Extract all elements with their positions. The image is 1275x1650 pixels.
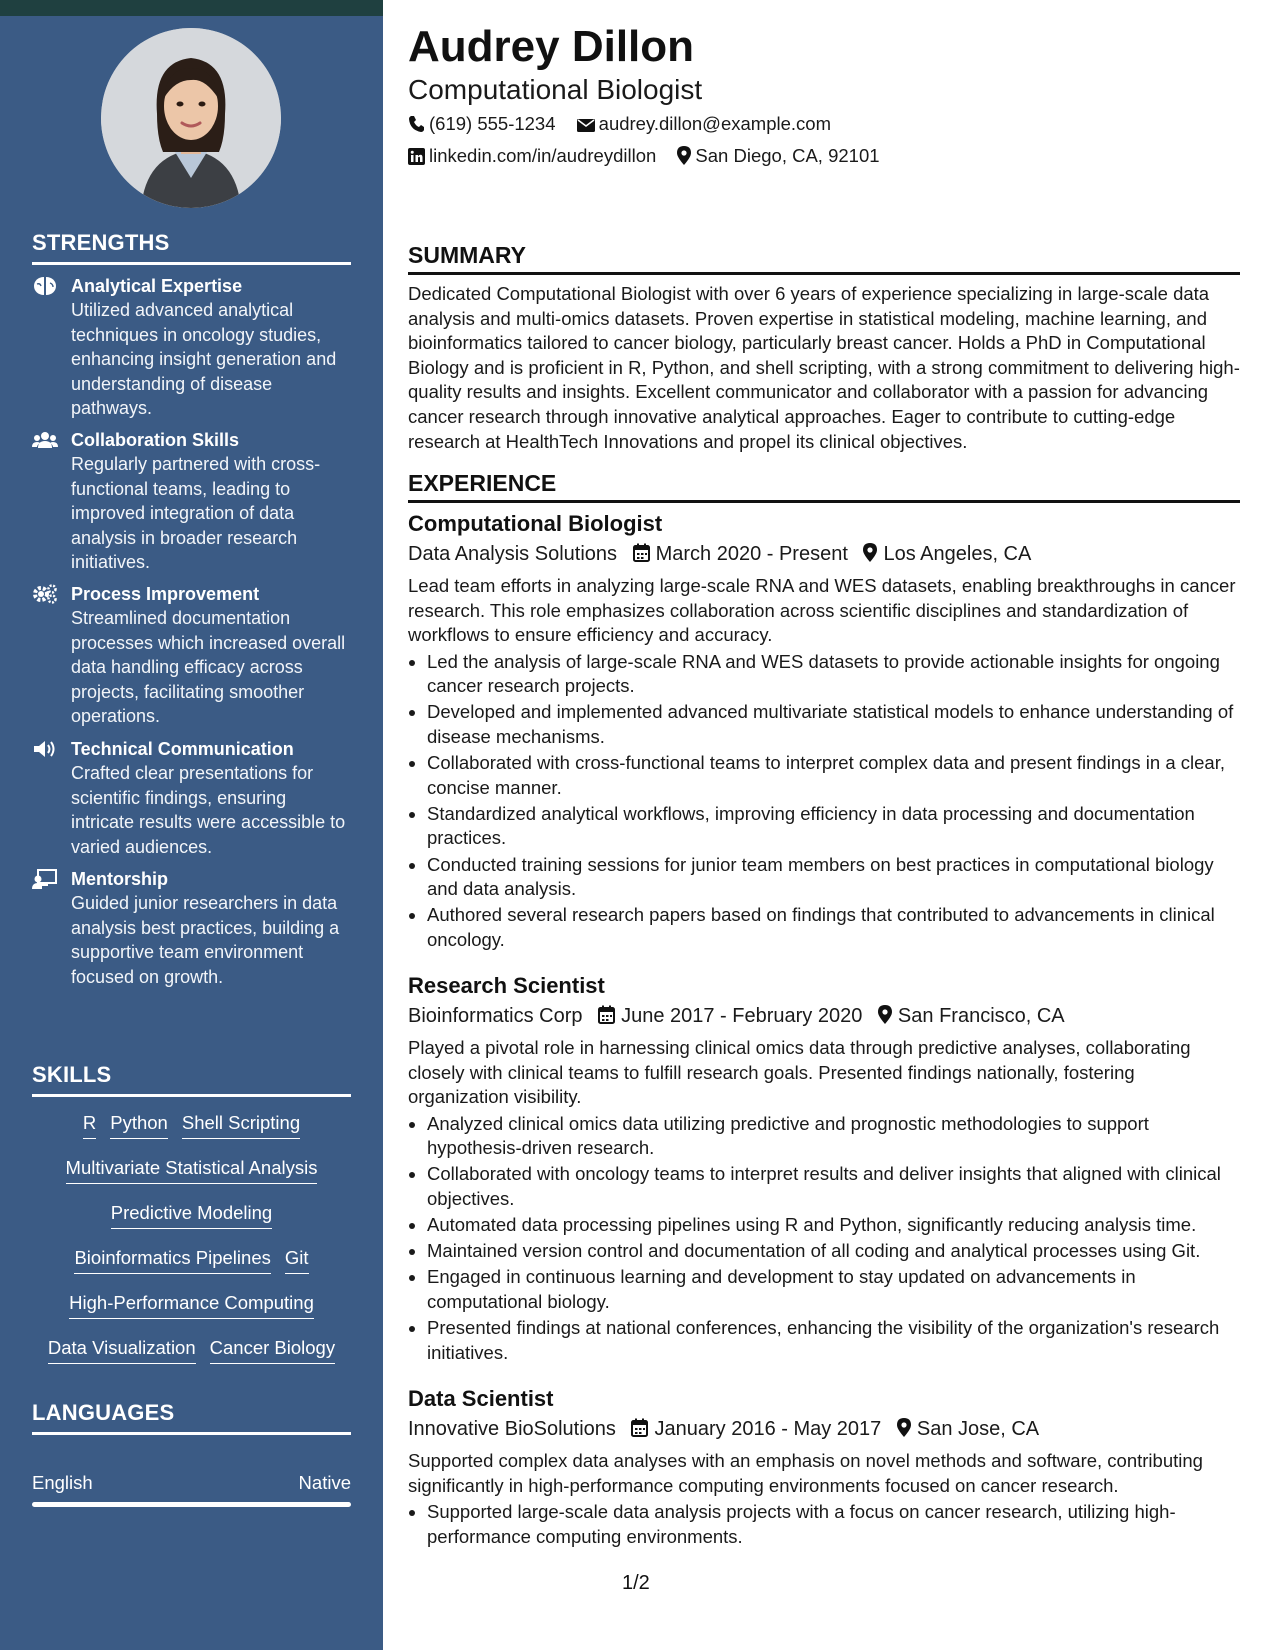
top-accent-bar (0, 0, 383, 16)
phone-icon (408, 115, 425, 133)
job-description: Supported complex data analyses with an emphasis on novel methods and software, contributing significantly in high-performance computing environments focused on cancer research. (408, 1450, 1203, 1496)
map-marker-icon (897, 1418, 911, 1437)
job-meta (408, 1001, 1240, 1031)
strength-title: Technical Communication (71, 739, 294, 759)
skills-list (32, 1110, 351, 1380)
job-location-text: San Jose, CA (916, 1418, 1040, 1440)
job-bullet: • Analyzed clinical omics data utilizing predictive and prognostic methodologies to support hypothesis-driven research. (427, 1112, 1240, 1161)
strength-item (32, 274, 352, 421)
strengths-heading: STRENGTHS (32, 230, 351, 265)
job-location (878, 1001, 1065, 1031)
skill-tag: Git (285, 1245, 309, 1274)
job-dates-text: January 2016 - May 2017 (654, 1418, 882, 1440)
strength-title: Process Improvement (71, 584, 260, 604)
job-bullet: • Supported large-scale data analysis projects with a focus on cancer research, utilizing high-performance computing environments. (427, 1500, 1240, 1549)
job-company: Bioinformatics Corp (408, 1005, 583, 1027)
job-location (897, 1414, 1039, 1444)
profile-photo (101, 28, 281, 208)
job-entry (408, 1384, 1240, 1551)
linkedin-icon (408, 148, 425, 165)
skill-row (32, 1200, 351, 1245)
job-bullet: • Conducted training sessions for junior team members on best practices in computational biology and data analysis. (427, 853, 1240, 902)
language-name: English (32, 1472, 93, 1493)
map-marker-icon (878, 1005, 892, 1024)
job-location-text: Los Angeles, CA (883, 543, 1032, 565)
skill-row (32, 1245, 351, 1290)
skill-tag: Data Visualization (48, 1335, 196, 1364)
users-icon (32, 429, 58, 451)
skill-row (32, 1335, 351, 1380)
job-bullets (408, 1112, 1240, 1365)
job-bullet: • Maintained version control and documentation of all coding and analytical processes using Git. (427, 1239, 1240, 1264)
location-text: San Diego, CA, 92101 (695, 145, 880, 166)
strength-title: Mentorship (71, 869, 168, 889)
skill-row (32, 1110, 351, 1155)
strength-description: Streamlined documentation processes which increased overall data handling efficacy across projects, facilitating smoother operations. (71, 608, 346, 726)
job-location (863, 539, 1031, 569)
strength-description: Regularly partnered with cross-functional teams, leading to improved integration of data analysis in broader research initiatives. (71, 454, 321, 572)
job-company: Data Analysis Solutions (408, 543, 618, 565)
job-dates-text: June 2017 - February 2020 (621, 1005, 863, 1027)
profile-photo-illustration (101, 28, 281, 208)
job-meta (408, 539, 1240, 569)
job-dates (633, 539, 848, 569)
language-level: Native (298, 1472, 351, 1493)
strength-item (32, 428, 352, 575)
strength-item (32, 737, 352, 859)
map-marker-icon (863, 543, 877, 562)
job-title: Research Scientist (408, 973, 605, 998)
job-company: Innovative BioSolutions (408, 1418, 616, 1440)
strength-item (32, 867, 352, 989)
skill-tag: Multivariate Statistical Analysis (66, 1155, 318, 1184)
experience-heading: EXPERIENCE (408, 470, 1240, 503)
job-dates (631, 1414, 881, 1444)
job-bullet: • Engaged in continuous learning and development to stay updated on advancements in computational biology. (427, 1265, 1240, 1314)
skill-tag: R (83, 1110, 96, 1139)
linkedin-text: linkedin.com/in/audreydillon (429, 145, 657, 166)
job-bullets (408, 650, 1240, 953)
language-proficiency-bar (32, 1502, 351, 1507)
strength-description: Guided junior researchers in data analysis best practices, building a supportive team environment focused on growth. (71, 893, 340, 987)
job-bullets (408, 1500, 1240, 1549)
job-title: Data Scientist (408, 1386, 554, 1411)
job-bullet: • Standardized analytical workflows, improving efficiency in data processing and documentation practices. (427, 802, 1240, 851)
calendar-icon (598, 1005, 615, 1024)
phone-text: (619) 555-1234 (429, 113, 556, 134)
job-bullet: • Automated data processing pipelines using R and Python, significantly reducing analysis time. (427, 1213, 1240, 1238)
email-text: audrey.dillon@example.com (598, 113, 831, 134)
job-bullet: • Led the analysis of large-scale RNA and WES datasets to provide actionable insights for ongoing cancer research projects. (427, 650, 1240, 699)
job-meta (408, 1414, 1240, 1444)
skill-row (32, 1290, 351, 1335)
languages-heading: LANGUAGES (32, 1400, 351, 1435)
skill-tag: High-Performance Computing (69, 1290, 314, 1319)
job-dates (598, 1001, 862, 1031)
job-title: Computational Biologist (408, 511, 663, 536)
job-bullet: • Collaborated with oncology teams to interpret results and deliver insights that aligned with clinical objectives. (427, 1162, 1240, 1211)
contact-row (408, 145, 896, 167)
summary-heading: SUMMARY (408, 242, 1240, 275)
strength-item (32, 582, 352, 729)
candidate-name: Audrey Dillon (408, 22, 695, 71)
page-number: 1/2 (622, 1572, 650, 1594)
job-dates-text: March 2020 - Present (655, 543, 848, 565)
job-location-text: San Francisco, CA (897, 1005, 1065, 1027)
sidebar (0, 16, 383, 1650)
candidate-title: Computational Biologist (408, 74, 703, 105)
strength-title: Collaboration Skills (71, 430, 240, 450)
contact-phone (408, 113, 556, 135)
skills-heading: SKILLS (32, 1062, 351, 1097)
summary-text: Dedicated Computational Biologist with over 6 years of experience specializing in large-scale data analysis and multi-omics datasets. Proven expertise in statistical modeling, machine learning, and bioinformatics tailored to cancer biology, particularly breast cancer. Holds a PhD in Computational Biology and is proficient in R, Python, and shell scripting, with a strong commitment to delivering high-quality results and insights. Excellent communicator and collaborator with a passion for advancing cancer research through innovative analytical approaches. Eager to contribute to cutting-edge research at HealthTech Innovations and propel its clinical objectives. (408, 283, 1240, 452)
contact-location (677, 145, 879, 167)
job-entry (408, 509, 1240, 954)
skill-tag: Python (110, 1110, 168, 1139)
job-description: Lead team efforts in analyzing large-scale RNA and WES datasets, enabling breakthroughs in cancer research. This role emphasizes collaboration across scientific disciplines and standardization of workflows to ensure efficiency and accuracy. (408, 575, 1236, 646)
volume-icon (32, 738, 58, 760)
job-bullet: • Presented findings at national conferences, enhancing the visibility of the organization's research initiatives. (427, 1316, 1240, 1365)
skill-tag: Bioinformatics Pipelines (74, 1245, 270, 1274)
map-marker-icon (677, 146, 691, 165)
job-description: Played a pivotal role in harnessing clinical omics data through predictive analyses, collaborating closely with clinical teams to fulfill research goals. Presented findings nationally, fostering organization visibility. (408, 1037, 1191, 1108)
skill-tag: Cancer Biology (210, 1335, 335, 1364)
brain-icon (32, 275, 58, 297)
skill-row (32, 1155, 351, 1200)
chalkboard-teacher-icon (32, 868, 58, 890)
contact-row (408, 113, 847, 135)
job-bullet: • Collaborated with cross-functional teams to interpret complex data and present findings in a clear, concise manner. (427, 751, 1240, 800)
calendar-icon (631, 1418, 648, 1437)
contact-linkedin (408, 145, 656, 167)
skill-tag: Shell Scripting (182, 1110, 300, 1139)
strength-description: Crafted clear presentations for scientific findings, ensuring intricate results were accessible to varied audiences. (71, 763, 346, 857)
cogs-icon (32, 583, 58, 605)
job-bullet: • Authored several research papers based on findings that contributed to advancements in clinical oncology. (427, 903, 1240, 952)
skill-tag: Predictive Modeling (111, 1200, 272, 1229)
strength-description: Utilized advanced analytical techniques in oncology studies, enhancing insight generation and understanding of disease pathways. (71, 300, 337, 418)
contact-email (577, 113, 831, 135)
envelope-icon (577, 117, 595, 133)
job-bullet: • Developed and implemented advanced multivariate statistical models to enhance understanding of disease mechanisms. (427, 700, 1240, 749)
strength-title: Analytical Expertise (71, 276, 243, 296)
calendar-icon (633, 543, 650, 562)
job-entry (408, 971, 1240, 1367)
